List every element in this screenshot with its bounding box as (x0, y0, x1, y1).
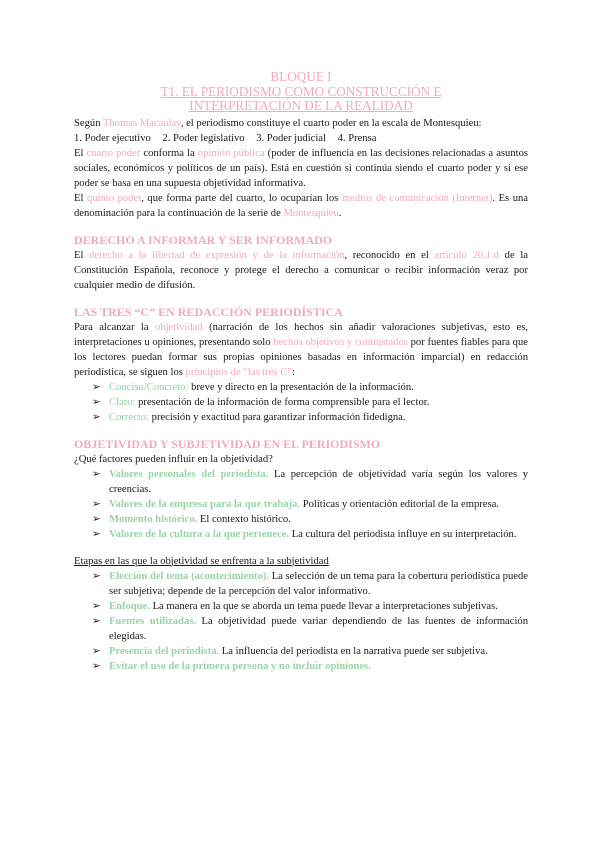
stages-list (74, 569, 528, 674)
power-item: 4. Prensa (337, 132, 377, 144)
list-item: ➢ Presencia del periodista. La influencia del periodista en la narrativa puede ser subjetiva. (92, 645, 488, 657)
list-item: ➢ Valores personales del periodista. La percepción de objetividad varía según los valores y creencias. (92, 468, 528, 495)
arrow-bullet-icon: ➢ (92, 498, 101, 510)
power-item: 1. Poder ejecutivo (74, 132, 151, 144)
list-item: ➢ Fuentes utilizadas. La objetividad puede variar dependiendo de las fuentes de información elegidas. (92, 615, 528, 642)
topic-title-line-1: T1. EL PERIODISMO COMO CONSTRUCCIÓN E (160, 83, 442, 99)
list-item: ➢ Valores de la cultura a la que pertenece. La cultura del periodista influye en su interpretación. (92, 528, 517, 540)
section1-paragraph: El derecho a la libertad de expresión y de la información, reconocido en el artículo 20.1.d de la Constitución Española, reconoce y protege el derecho a comunicar o recibir información veraz por cualquier medio de difusión. (74, 249, 528, 291)
list-item: ➢ Correcto: precisión y exactitud para garantizar información fidedigna. (92, 411, 406, 423)
section-heading-derecho: DERECHO A INFORMAR Y SER INFORMADO (74, 232, 333, 247)
arrow-bullet-icon: ➢ (92, 600, 101, 612)
intro-paragraph-2: El cuarto poder conforma la opinión pública (poder de influencia en las decisiones relacionadas a asuntos sociales, económicos y políticos de un país). Está en cuestión si continúa siendo el cuarto poder y si ese poder se basa en una supuesta objetividad informativa. (74, 147, 528, 189)
arrow-bullet-icon: ➢ (92, 615, 101, 627)
arrow-bullet-icon: ➢ (92, 513, 101, 525)
three-c-list (74, 380, 528, 425)
section2-paragraph: Para alcanzar la objetividad (narración de los hechos sin añadir valoraciones subjetivas, esto es, interpretaciones u opiniones, presentando solo hechos objetivos y contrastados por fuentes fiables para que los lectores puedan formar sus propias opiniones basadas en información imparcial) en redacción periodística, se siguen los principios de “las tres C”: (74, 321, 528, 378)
block-title: BLOQUE I (270, 69, 332, 84)
highlight-term: Thomas Macaulay (102, 117, 181, 129)
arrow-bullet-icon: ➢ (92, 396, 101, 408)
list-item: ➢ Conciso/Concreto: breve y directo en la presentación de la información. (92, 381, 414, 393)
list-item: ➢ Evitar el uso de la primera persona y no incluir opiniones. (92, 660, 371, 672)
list-item: ➢ Elección del tema (acontecimiento). La selección de un tema para la cobertura periodística puede ser subjetiva; depende de la percepción del valor informativo. (92, 570, 528, 597)
list-item: ➢ Enfoque. La manera en la que se aborda un tema puede llevar a interpretaciones subjetivas. (92, 600, 498, 612)
powers-list (74, 131, 528, 146)
arrow-bullet-icon: ➢ (92, 468, 101, 480)
intro-paragraph-3: El quinto poder, que forma parte del cuarto, lo ocuparían los medios de comunicación (Internet). Es una denominación para la continuación de la serie de Montesquieu. (74, 192, 528, 219)
intro-paragraph-1: Según Thomas Macaulay, el periodismo constituye el cuarto poder en la escala de Montesquieu: (74, 117, 482, 129)
arrow-bullet-icon: ➢ (92, 411, 101, 423)
stages-title: Etapas en las que la objetividad se enfrenta a la subjetividad (74, 555, 329, 567)
arrow-bullet-icon: ➢ (92, 570, 101, 582)
power-item: 2. Poder legislativo (162, 132, 245, 144)
power-item: 3. Poder judicial (256, 132, 326, 144)
list-item: ➢ Momento histórico. El contexto histórico. (92, 513, 291, 525)
document-title (74, 70, 528, 114)
factors-question: ¿Qué factores pueden influir en la objetividad? (74, 453, 273, 465)
list-item: ➢ Valores de la empresa para la que trabaja. Políticas y orientación editorial de la empresa. (92, 498, 499, 510)
arrow-bullet-icon: ➢ (92, 528, 101, 540)
topic-title-line-2: INTERPRETACIÓN DE LA REALIDAD (189, 98, 413, 113)
list-item: ➢ Claro: presentación de la información de forma comprensible para el lector. (92, 396, 430, 408)
arrow-bullet-icon: ➢ (92, 645, 101, 657)
section-heading-objetividad: OBJETIVIDAD Y SUBJETIVIDAD EN EL PERIODISMO (74, 436, 381, 451)
document-page (74, 70, 528, 674)
arrow-bullet-icon: ➢ (92, 660, 101, 672)
section-heading-tres-c: LAS TRES “C” EN REDACCIÓN PERIODÍSTICA (74, 304, 343, 319)
arrow-bullet-icon: ➢ (92, 381, 101, 393)
factors-list (74, 467, 528, 542)
